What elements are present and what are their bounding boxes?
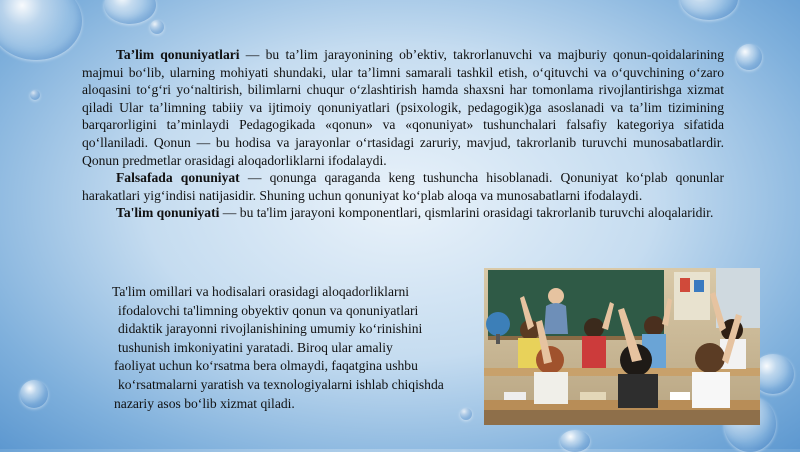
indented-line: faoliyat uchun ko‘rsatma bera olmaydi, faqatgina ushbu [114,358,418,374]
water-bubble-decoration [736,44,762,70]
paragraph-talim-qonuniyatlari [82,46,724,169]
classroom-photo-illustration [484,268,760,425]
water-bubble-decoration [104,0,156,24]
water-bubble-decoration [30,90,40,100]
indented-line: ifodalovchi ta'limning obyektiv qonun va qonuniyatlari [118,302,419,318]
indented-line: didaktik jarayonni rivojlanishining umumiy ko‘rinishini [118,321,423,337]
classroom-photo [484,268,760,425]
paragraph-text: — bu ta’lim jarayonining ob’ektiv, takrorlanuvchi va majburiy qonun-qoidalarining majmui bo‘lib, ularning mohiyati shundaki, ular ta’limni samarali tashkil etish, o‘qituvchi va o‘quvchining o‘zaro aloqasini to‘g‘ri yo‘naltirish, bilimlarni chuqur o‘zlashtirish hamda shaxsni har tomonlama rivojlantirishga xizmat qiladi Ular ta’limning tabiiy va ijtimoiy qonuniyatlari (psixologik, pedagogik)ga asoslanadi va ta’lim tizimining barqarorligini ta’minlaydi Pedagogikada «qonun» va «qonuniyat» tushunchalari falsafiy kategoriya sifatida qo‘llaniladi. Qonun — bu hodisa va jarayonlar o‘rtasidagi zaruriy, mavjud, takrorlanib turuvchi munosabatlardir. Qonun predmetlar orasidagi aloqadorliklarni ifodalaydi. [82,47,724,168]
paragraph-talim-qonuniyati [82,204,724,222]
main-text-block [82,46,724,222]
indented-line: nazariy asos bo‘lib xizmat qiladi. [114,395,295,411]
paragraph-text: — qonunga qaraganda keng tushuncha hisoblanadi. Qonuniyat ko‘plab qonunlar harakatlari yig‘indisi natijasidir. Shuning uchun qonuniyat ko‘plab aloqa va munosabatlarni ifodalaydi. [82,170,724,203]
indented-line: ko‘rsatmalarni yaratish va texnologiyalarni ishlab chiqishda [118,376,444,392]
indented-line: tushunish imkoniyatini yaratadi. Biroq ular amaliy [118,339,393,355]
water-bubble-decoration [680,0,738,20]
water-bubble-decoration [0,0,82,60]
paragraph-text: — bu ta'lim jarayoni komponentlari, qismlarini orasidagi takrorlanib turuvchi aloqalaridir. [219,205,714,221]
water-bubble-decoration [150,20,164,34]
paragraph-falsafada-qonuniyat [82,169,724,204]
term-bold: Ta'lim qonuniyati [116,205,220,221]
term-bold: Falsafada qonuniyat [116,170,240,186]
indented-text-block [112,283,492,413]
water-bubble-decoration [20,380,48,408]
term-bold: Ta’lim qonuniyatlari [116,47,240,62]
indented-line: Ta'lim omillari va hodisalari orasidagi aloqadorliklarni [112,284,410,299]
